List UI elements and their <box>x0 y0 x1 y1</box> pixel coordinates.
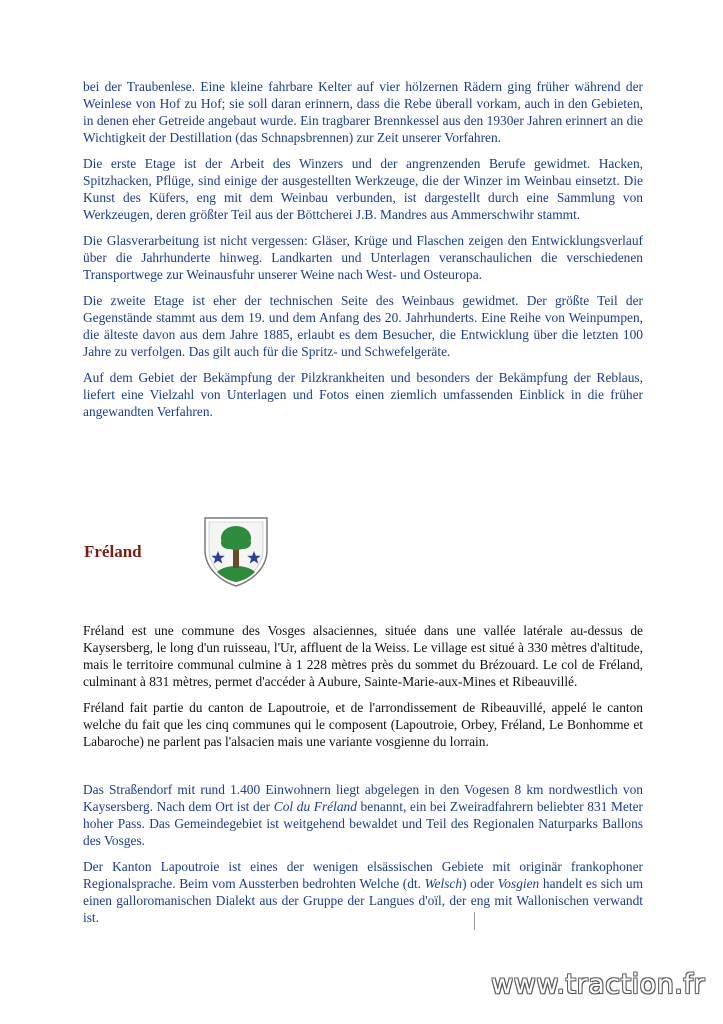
paragraph-strassendorf: Das Straßendorf mit rund 1.400 Einwohnern liegt abgelegen in den Vogesen 8 km nordwestlich von Kaysersberg. Nach dem Ort ist der Col du Fréland benannt, ein bei Zweiradfahrern beliebter 831 Meter hoher Pass. Das Gemeindegebiet ist weitgehend bewaldet und Teil des Regionalen Naturparks Ballons des Vosges. <box>83 782 643 848</box>
french-text-block <box>83 622 643 750</box>
watermark: www.traction.fr <box>491 969 705 1000</box>
freland-coat-of-arms-icon <box>203 516 269 588</box>
paragraph-phylloxera: Auf dem Gebiet der Bekämpfung der Pilzkrankheiten und besonders der Bekämpfung der Reblaus, liefert eine Vielzahl von Unterlagen und Fotos einen ziemlich umfassenden Einblick in die früher angewandten Verfahren. <box>83 370 643 419</box>
top-text-block <box>83 78 643 420</box>
scan-mark <box>474 912 475 930</box>
german-text-block <box>83 781 643 926</box>
paragraph-kanton-lapoutroie: Der Kanton Lapoutroie ist eines der wenigen elsässischen Gebiete mit originär frankophoner Regionalsprache. Beim vom Aussterben bedrohten Welche (dt. Welsch) oder Vosgien handelt es sich um einen galloromanischen Dialekt aus der Gruppe der Langues d'oïl, der eng mit Wallonischen verwandt ist. <box>83 859 644 925</box>
section-title: Fréland <box>84 542 142 561</box>
paragraph-wine-press: bei der Traubenlese. Eine kleine fahrbare Kelter auf vier hölzernen Rädern ging früher während der Weinlese von Hof zu Hof; sie soll daran erinnern, dass die Rebe überall vorkam, auch in den Gebieten, in denen eher Getreide angebaut wurde. Ein tragbarer Brennkessel aus den 1930er Jahren erinnert an die Wichtigkeit der Destillation (das Schnapsbrennen) zur Zeit unserer Vorfahren. <box>83 79 643 145</box>
paragraph-freland-canton: Fréland fait partie du canton de Lapoutroie, et de l'arrondissement de Ribeauvillé, appelé le canton welche du fait que les cinq communes qui le composent (Lapoutroie, Orbey, Fréland, Le Bonhomme et Labaroche) ne parlent pas l'alsacien mais une variante vosgienne du lorrain. <box>83 700 643 749</box>
paragraph-glassware: Die Glasverarbeitung ist nicht vergessen: Gläser, Krüge und Flaschen zeigen den Entwicklungsverlauf über die Jahrhunderte hinweg. Landkarten und Unterlagen veranschaulichen die verschiedenen Transportwege zur Weinausfuhr unserer Weine nach West- und Osteuropa. <box>83 233 643 282</box>
paragraph-second-floor: Die zweite Etage ist eher der technischen Seite des Weinbaus gewidmet. Der größte Teil der Gegenstände stammt aus dem 19. und dem Anfang des 20. Jahrhunderts. Eine Reihe von Weinpumpen, die älteste davon aus dem Jahre 1885, erlaubt es dem Besucher, die Entwicklung über die letzten 100 Jahre zu verfolgen. Das gilt auch für die Spritz- und Schwefelgeräte. <box>83 293 643 359</box>
paragraph-first-floor: Die erste Etage ist der Arbeit des Winzers und der angrenzenden Berufe gewidmet. Hacken, Spitzhacken, Pflüge, sind einige der ausgestellten Werkzeuge, die der Winzer im Weinbau einsetzt. Die Kunst des Küfers, eng mit dem Weinbau verbunden, ist dargestellt durch eine Sammlung von Werkzeugen, deren größter Teil aus der Böttcherei J.B. Mandres aus Ammerschwihr stammt. <box>83 156 643 222</box>
paragraph-freland-location: Fréland est une commune des Vosges alsaciennes, située dans une vallée latérale au-dessus de Kaysersberg, le long d'un ruisseau, l'Ur, affluent de la Weiss. Le village est situé à 330 mètres d'altitude, mais le territoire communal culmine à 1 228 mètres près du sommet du Brézouard. Le col de Fréland, culminant à 831 mètres, permet d'accéder à Aubure, Sainte-Marie-aux-Mines et Ribeauvillé. <box>83 623 643 689</box>
